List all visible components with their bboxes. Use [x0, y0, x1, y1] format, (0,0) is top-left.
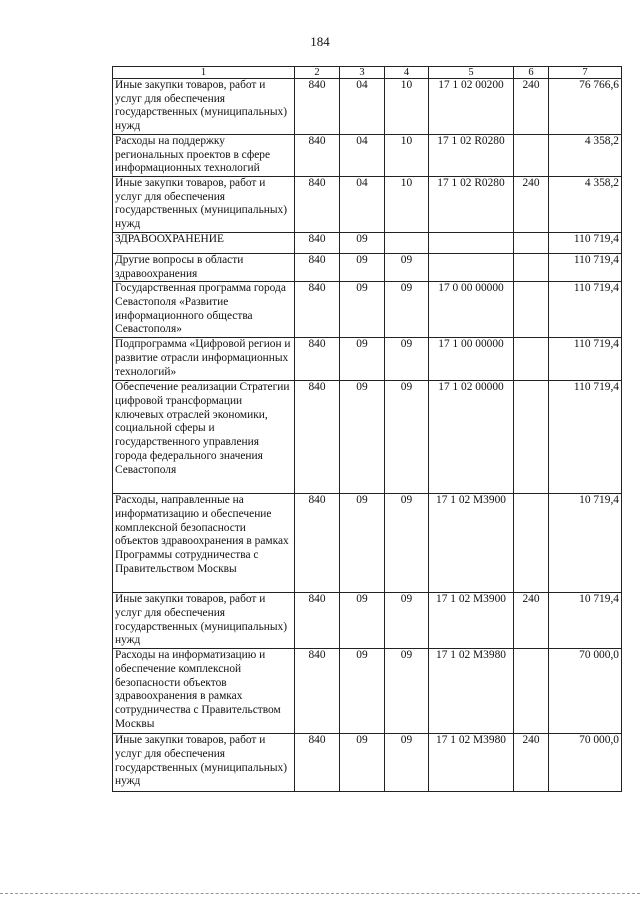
row-section-code: 09: [340, 282, 385, 338]
row-section-code: 09: [340, 338, 385, 381]
row-section-code: 09: [340, 381, 385, 494]
row-name: Иные закупки товаров, работ и услуг для обеспечения государственных (муниципальных) нужд: [113, 176, 295, 232]
row-amount: 110 719,4: [549, 253, 622, 281]
header-col-2: 2: [295, 67, 340, 79]
row-ministry-code: 840: [295, 593, 340, 649]
row-target-code: [429, 253, 514, 281]
row-name: Расходы, направленные на информатизацию и обеспечение комплексной безопасности объектов здравоохранения в рамках Программы сотрудничества с Правительством Москвы: [113, 494, 295, 593]
row-expense-type: [514, 338, 549, 381]
table-row: [113, 134, 622, 176]
row-ministry-code: 840: [295, 176, 340, 232]
row-ministry-code: 840: [295, 134, 340, 176]
table-row: [113, 232, 622, 253]
row-amount: 70 000,0: [549, 734, 622, 792]
row-ministry-code: 840: [295, 282, 340, 338]
table-row: [113, 494, 622, 593]
row-name: Подпрограмма «Цифровой регион и развитие отрасли информационных технологий»: [113, 338, 295, 381]
row-name: Другие вопросы в области здравоохранения: [113, 253, 295, 281]
row-section-code: 04: [340, 176, 385, 232]
row-name: Расходы на информатизацию и обеспечение комплексной безопасности объектов здравоохранения в рамках сотрудничества с Правительством Москвы: [113, 649, 295, 734]
row-name: Государственная программа города Севастополя «Развитие информационного общества Севастополя»: [113, 282, 295, 338]
row-section-code: 09: [340, 253, 385, 281]
table-row: [113, 79, 622, 135]
row-amount: 110 719,4: [549, 381, 622, 494]
row-expense-type: [514, 253, 549, 281]
row-subsection-code: 09: [385, 381, 429, 494]
row-section-code: 04: [340, 79, 385, 135]
row-expense-type: [514, 649, 549, 734]
row-section-code: 09: [340, 494, 385, 593]
row-subsection-code: 09: [385, 649, 429, 734]
budget-table: [112, 66, 622, 792]
row-section-code: 09: [340, 649, 385, 734]
row-expense-type: [514, 134, 549, 176]
row-target-code: [429, 232, 514, 253]
table-row: [113, 253, 622, 281]
row-expense-type: [514, 494, 549, 593]
row-target-code: 17 1 02 00200: [429, 79, 514, 135]
page-bottom-divider: [0, 893, 640, 895]
row-target-code: 17 1 02 R0280: [429, 176, 514, 232]
row-expense-type: 240: [514, 176, 549, 232]
row-section-code: 09: [340, 734, 385, 792]
row-ministry-code: 840: [295, 253, 340, 281]
row-name: Обеспечение реализации Стратегии цифровой трансформации ключевых отраслей экономики, социальной сферы и государственного управления города федерального значения Севастополя: [113, 381, 295, 494]
row-expense-type: 240: [514, 79, 549, 135]
row-target-code: 17 1 02 M3980: [429, 734, 514, 792]
row-target-code: 17 1 00 00000: [429, 338, 514, 381]
row-target-code: 17 0 00 00000: [429, 282, 514, 338]
row-amount: 110 719,4: [549, 232, 622, 253]
row-subsection-code: 10: [385, 79, 429, 135]
row-name: Иные закупки товаров, работ и услуг для обеспечения государственных (муниципальных) нужд: [113, 734, 295, 792]
row-subsection-code: 09: [385, 338, 429, 381]
table-row: [113, 338, 622, 381]
header-col-4: 4: [385, 67, 429, 79]
row-expense-type: 240: [514, 593, 549, 649]
row-amount: 4 358,2: [549, 176, 622, 232]
row-subsection-code: 09: [385, 734, 429, 792]
row-section-code: 09: [340, 232, 385, 253]
row-subsection-code: 09: [385, 494, 429, 593]
row-expense-type: [514, 232, 549, 253]
header-col-5: 5: [429, 67, 514, 79]
header-col-6: 6: [514, 67, 549, 79]
row-subsection-code: 10: [385, 134, 429, 176]
page-number: 184: [310, 34, 330, 49]
table-row: [113, 593, 622, 649]
row-expense-type: [514, 282, 549, 338]
row-ministry-code: 840: [295, 494, 340, 593]
table-row: [113, 649, 622, 734]
row-amount: 76 766,6: [549, 79, 622, 135]
row-expense-type: 240: [514, 734, 549, 792]
table-row: [113, 282, 622, 338]
row-ministry-code: 840: [295, 338, 340, 381]
row-ministry-code: 840: [295, 734, 340, 792]
row-subsection-code: 09: [385, 253, 429, 281]
row-target-code: 17 1 02 M3900: [429, 494, 514, 593]
row-amount: 110 719,4: [549, 338, 622, 381]
row-ministry-code: 840: [295, 649, 340, 734]
row-name: ЗДРАВООХРАНЕНИЕ: [113, 232, 295, 253]
row-ministry-code: 840: [295, 79, 340, 135]
row-section-code: 09: [340, 593, 385, 649]
header-row: [113, 67, 622, 79]
row-target-code: 17 1 02 M3980: [429, 649, 514, 734]
header-col-7: 7: [549, 67, 622, 79]
row-subsection-code: 10: [385, 176, 429, 232]
row-target-code: 17 1 02 R0280: [429, 134, 514, 176]
row-subsection-code: [385, 232, 429, 253]
row-ministry-code: 840: [295, 381, 340, 494]
row-amount: 70 000,0: [549, 649, 622, 734]
row-target-code: 17 1 02 00000: [429, 381, 514, 494]
row-name: Иные закупки товаров, работ и услуг для обеспечения государственных (муниципальных) нужд: [113, 593, 295, 649]
header-col-3: 3: [340, 67, 385, 79]
row-amount: 10 719,4: [549, 593, 622, 649]
row-subsection-code: 09: [385, 593, 429, 649]
row-target-code: 17 1 02 M3900: [429, 593, 514, 649]
row-ministry-code: 840: [295, 232, 340, 253]
row-name: Расходы на поддержку региональных проектов в сфере информационных технологий: [113, 134, 295, 176]
row-amount: 4 358,2: [549, 134, 622, 176]
row-expense-type: [514, 381, 549, 494]
row-amount: 110 719,4: [549, 282, 622, 338]
row-amount: 10 719,4: [549, 494, 622, 593]
row-section-code: 04: [340, 134, 385, 176]
table-row: [113, 734, 622, 792]
row-subsection-code: 09: [385, 282, 429, 338]
header-col-1: 1: [113, 67, 295, 79]
table-row: [113, 381, 622, 494]
table-row: [113, 176, 622, 232]
row-name: Иные закупки товаров, работ и услуг для обеспечения государственных (муниципальных) нужд: [113, 79, 295, 135]
